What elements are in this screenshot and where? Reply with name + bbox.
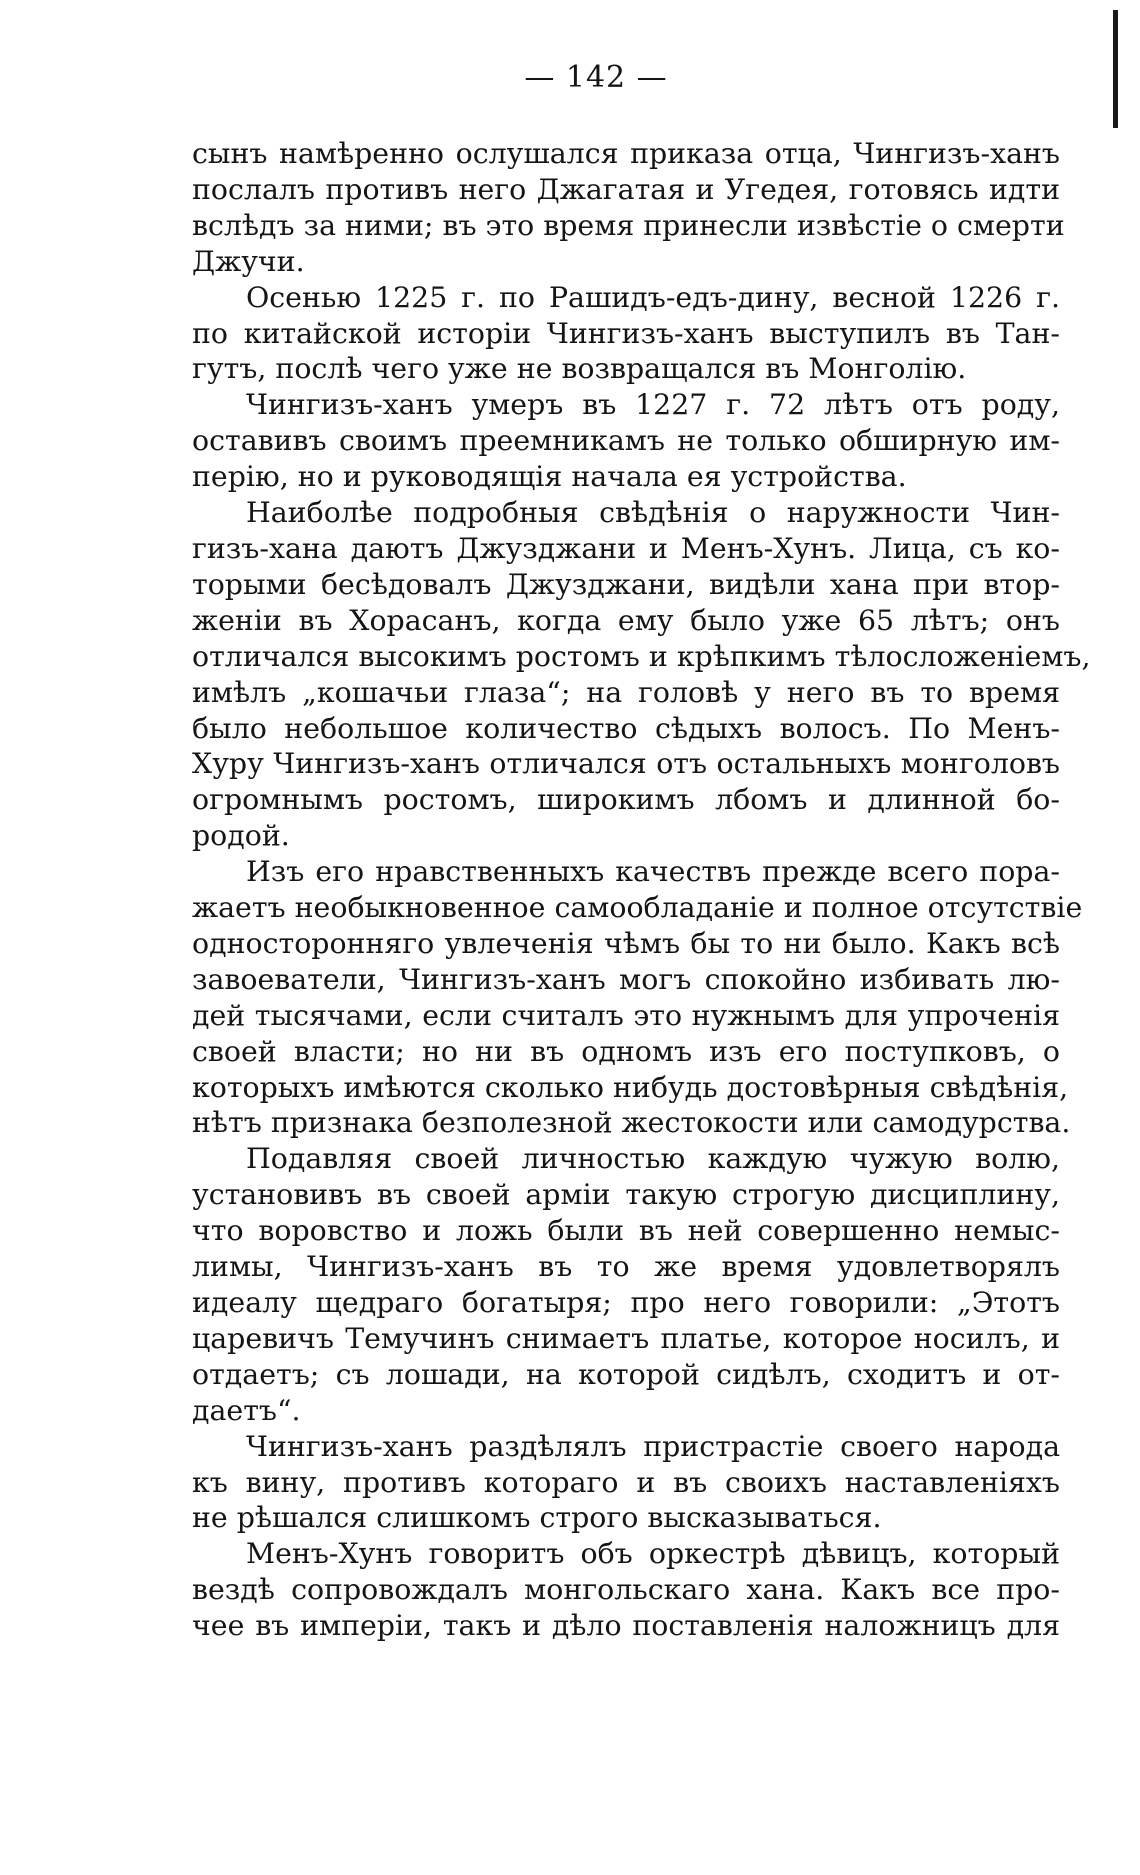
text-line: Осенью 1225 г. по Рашидъ-едъ-дину, весной 1226 г.: [246, 280, 1060, 314]
text-line: перію, но и руководящія начала ея устройства.: [192, 460, 907, 494]
text-line: нѣтъ признака безполезной жестокости или самодурства.: [192, 1106, 1071, 1140]
text-line: гизъ-хана даютъ Джузджани и Менъ-Хунъ. Лица, съ ко-: [192, 531, 1060, 565]
text-line: огромнымъ ростомъ, широкимъ лбомъ и длинной бо-: [192, 783, 1060, 817]
paragraph: [192, 136, 1065, 280]
text-line: Изъ его нравственныхъ качествъ прежде всего пора-: [246, 855, 1060, 889]
text-line: своей власти; но ни въ одномъ изъ его поступковъ, о: [192, 1034, 1060, 1068]
text-line: Менъ-Хунъ говоритъ объ оркестрѣ дѣвицъ, который: [246, 1537, 1060, 1571]
page-number: — 142 —: [524, 60, 668, 95]
text-line: установивъ въ своей арміи такую строгую дисциплину,: [192, 1178, 1060, 1212]
text-line: дей тысячами, если считалъ это нужнымъ для упроченія: [192, 998, 1060, 1032]
text-line: царевичъ Темучинъ снимаетъ платье, которое носилъ, и: [192, 1321, 1060, 1355]
text-line: завоеватели, Чингизъ-ханъ могъ спокойно избивать лю-: [192, 962, 1060, 996]
text-line: чее въ имперіи, такъ и дѣло поставленія наложницъ для: [192, 1609, 1060, 1643]
text-line: отличался высокимъ ростомъ и крѣпкимъ тѣлосложеніемъ,: [192, 639, 1091, 673]
text-line: Чингизъ-ханъ раздѣлялъ пристрастіе своего народа: [246, 1429, 1060, 1463]
page-body: [192, 136, 1091, 1644]
text-line: не рѣшался слишкомъ строго высказываться.: [192, 1501, 882, 1535]
text-line: вслѣдъ за ними; въ это время принесли извѣстіе о смерти: [192, 208, 1065, 242]
paragraph: [192, 495, 1091, 854]
text-line: было небольшое количество сѣдыхъ волосъ. По Менъ-: [192, 711, 1060, 745]
text-line: лимы, Чингизъ-ханъ въ то же время удовлетворялъ: [192, 1250, 1060, 1284]
paragraph: [192, 1429, 1060, 1537]
text-line: Чингизъ-ханъ умеръ въ 1227 г. 72 лѣтъ отъ роду,: [246, 388, 1060, 422]
paragraph: [192, 1536, 1060, 1644]
text-line: идеалу щедраго богатыря; про него говорили: „Этотъ: [192, 1286, 1060, 1319]
text-line: женіи въ Хорасанъ, когда ему было уже 65 лѣтъ; онъ: [192, 603, 1060, 637]
text-line: послалъ противъ него Джагатая и Угедея, готовясь идти: [192, 172, 1060, 206]
text-line: вездѣ сопровождалъ монгольскаго хана. Какъ все про-: [192, 1573, 1060, 1607]
text-line: что воровство и ложь были въ ней совершенно немыс-: [192, 1214, 1060, 1248]
text-line: Джучи.: [192, 244, 305, 278]
text-line: сынъ намѣренно ослушался приказа отца, Чингизъ-ханъ: [192, 137, 1060, 170]
text-line: оставивъ своимъ преемникамъ не только обширную им-: [192, 424, 1060, 458]
text-line: отдаетъ; съ лошади, на которой сидѣлъ, сходитъ и от-: [192, 1357, 1060, 1391]
text-line: торыми бесѣдовалъ Джузджани, видѣли хана при втор-: [192, 567, 1060, 601]
text-line: по китайской исторіи Чингизъ-ханъ выступилъ въ Тан-: [192, 316, 1060, 350]
text-line: Хуру Чингизъ-ханъ отличался отъ остальныхъ монголовъ: [192, 747, 1060, 781]
paragraph: [192, 387, 1060, 495]
paragraph: [192, 854, 1083, 1141]
text-line: къ вину, противъ котораго и въ своихъ наставленіяхъ: [192, 1465, 1060, 1499]
text-line: имѣлъ „кошачьи глаза“; на головѣ у него въ то время: [192, 675, 1060, 709]
text-line: даетъ“.: [192, 1393, 301, 1427]
text-line: которыхъ имѣются сколько нибудь достовѣрныя свѣдѣнія,: [192, 1070, 1069, 1104]
text-line: родой.: [192, 819, 290, 853]
text-line: гутъ, послѣ чего уже не возвращался въ Монголію.: [192, 352, 967, 386]
text-line: Подавляя своей личностью каждую чужую волю,: [246, 1142, 1060, 1176]
text-line: односторонняго увлеченія чѣмъ бы то ни было. Какъ всѣ: [192, 926, 1060, 960]
paragraph: [192, 1141, 1060, 1428]
text-line: Наиболѣе подробныя свѣдѣнія о наружности Чин-: [246, 496, 1060, 530]
paragraph: [192, 280, 1060, 388]
text-line: жаетъ необыкновенное самообладаніе и полное отсутствіе: [192, 891, 1083, 925]
